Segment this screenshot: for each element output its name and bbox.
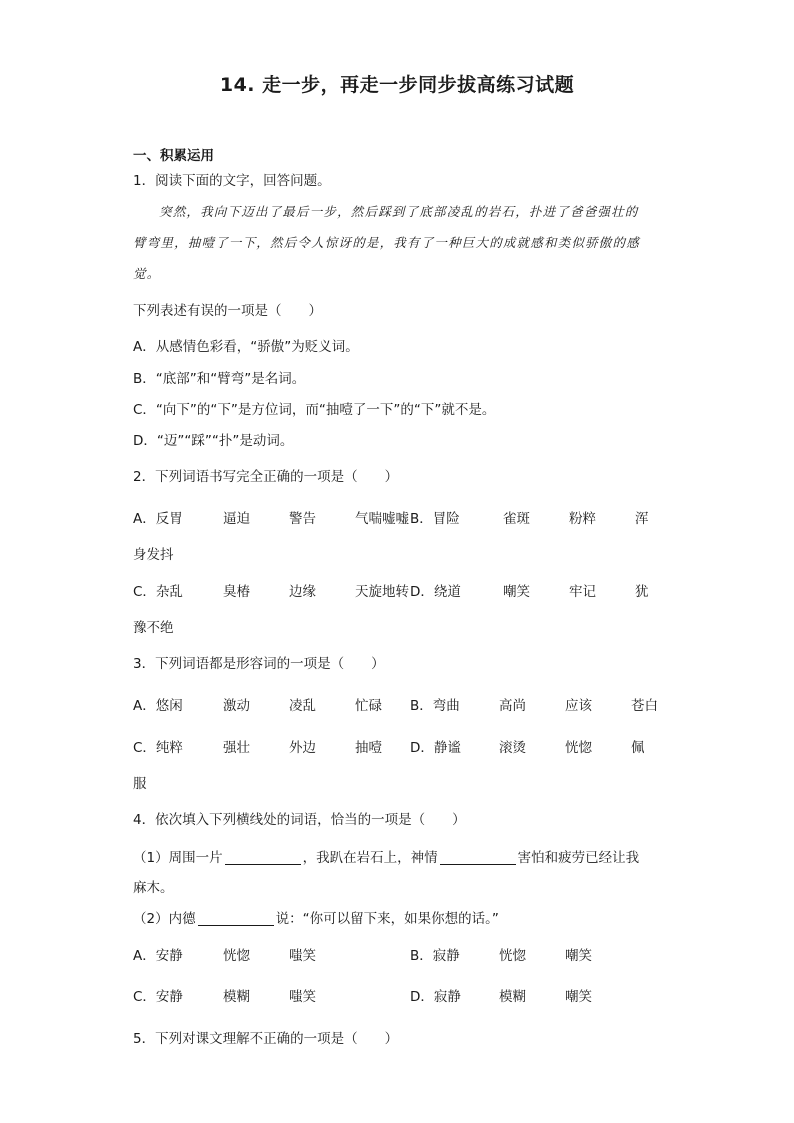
option-word: D．静谧 — [410, 740, 461, 756]
passage-line-2: 臂弯里，抽噎了一下，然后令人惊讶的是，我有了一种巨大的成就感和类似骄傲的感 — [133, 235, 640, 250]
option-word: 忙碌 — [355, 698, 382, 714]
option-word: C．安静 — [133, 989, 183, 1005]
option-word: B．寂静 — [410, 948, 460, 964]
passage-line-3: 觉。 — [133, 266, 161, 281]
question-1-option-a: A．从感情色彩看，“骄傲”为贬义词。 — [133, 339, 359, 355]
question-1-option-c: C．“向下”的“下”是方位词，而“抽噎了一下”的“下”就不是。 — [133, 402, 496, 418]
option-word: 激动 — [223, 698, 250, 714]
option-word: 气喘嘘嘘 — [355, 511, 409, 527]
option-word: 恍惚 — [223, 948, 250, 964]
option-word: 恍惚 — [565, 740, 592, 756]
option-word: A．安静 — [133, 948, 183, 964]
option-word: 犹 — [635, 584, 649, 600]
question-1-option-b: B．“底部”和“臂弯”是名词。 — [133, 371, 306, 387]
option-word: 臭椿 — [223, 584, 250, 600]
option-word: 滚烫 — [499, 740, 526, 756]
option-word: 天旋地转 — [355, 584, 409, 600]
fill-blank — [198, 911, 274, 926]
question-2-row-2-wrap: 豫不绝 — [133, 620, 174, 636]
option-word: D．寂静 — [410, 989, 461, 1005]
sentence-text: （2）内德 — [133, 911, 196, 927]
question-4-sentence-1-wrap: 麻木。 — [133, 880, 174, 896]
question-3-stem: 3．下列词语都是形容词的一项是（ ） — [133, 656, 385, 672]
sentence-text: （1）周围一片 — [133, 850, 223, 866]
option-word: 高尚 — [499, 698, 526, 714]
option-word: B．冒险 — [410, 511, 460, 527]
fill-blank — [225, 850, 301, 865]
option-word: 凌乱 — [289, 698, 316, 714]
question-4-sentence-2 — [133, 910, 499, 928]
question-1-ask: 下列表述有误的一项是（ ） — [133, 303, 322, 319]
option-word: 浑 — [635, 511, 649, 527]
option-word: 应该 — [565, 698, 592, 714]
fill-blank — [440, 850, 516, 865]
option-word: 边缘 — [289, 584, 316, 600]
option-word: 牢记 — [569, 584, 596, 600]
option-word: 粉粹 — [569, 511, 596, 527]
question-2-stem: 2．下列词语书写完全正确的一项是（ ） — [133, 469, 399, 485]
option-word: C．纯粹 — [133, 740, 183, 756]
question-2-row-1-wrap: 身发抖 — [133, 547, 174, 563]
option-word: 警告 — [289, 511, 316, 527]
sentence-text: 害怕和疲劳已经让我 — [517, 850, 640, 866]
question-4-stem: 4．依次填入下列横线处的词语，恰当的一项是（ ） — [133, 812, 466, 828]
question-1-stem: 1．阅读下面的文字，回答问题。 — [133, 173, 331, 189]
option-word: B．弯曲 — [410, 698, 460, 714]
sentence-text: 说：“你可以留下来，如果你想的话。” — [275, 911, 499, 927]
passage-line-1: 突然，我向下迈出了最后一步，然后踩到了底部凌乱的岩石，扑进了爸爸强壮的 — [159, 204, 639, 219]
question-4-sentence-1 — [133, 849, 639, 867]
option-word: A．反胃 — [133, 511, 183, 527]
option-word: 逼迫 — [223, 511, 250, 527]
option-word: 苍白 — [631, 698, 658, 714]
option-word: 嗤笑 — [289, 989, 316, 1005]
option-word: C．杂乱 — [133, 584, 183, 600]
option-word: 模糊 — [499, 989, 526, 1005]
option-word: 强壮 — [223, 740, 250, 756]
option-word: 嗤笑 — [289, 948, 316, 964]
option-word: 雀斑 — [503, 511, 530, 527]
option-word: 嘲笑 — [565, 989, 592, 1005]
question-5-stem: 5．下列对课文理解不正确的一项是（ ） — [133, 1031, 399, 1047]
question-3-row-2-wrap: 服 — [133, 776, 147, 792]
sentence-text: ，我趴在岩石上，神情 — [302, 850, 438, 866]
option-word: 佩 — [631, 740, 645, 756]
option-word: 恍惚 — [499, 948, 526, 964]
question-1-option-d: D．“迈”“踩”“扑”是动词。 — [133, 433, 294, 449]
option-word: 抽噎 — [355, 740, 382, 756]
option-word: 嘲笑 — [503, 584, 530, 600]
option-word: 模糊 — [223, 989, 250, 1005]
section-heading: 一、积累运用 — [133, 148, 214, 164]
option-word: A．悠闲 — [133, 698, 183, 714]
page-title: 14. 走一步，再走一步同步拔高练习试题 — [219, 74, 575, 96]
option-word: 外边 — [289, 740, 316, 756]
option-word: D．绕道 — [410, 584, 461, 600]
option-word: 嘲笑 — [565, 948, 592, 964]
